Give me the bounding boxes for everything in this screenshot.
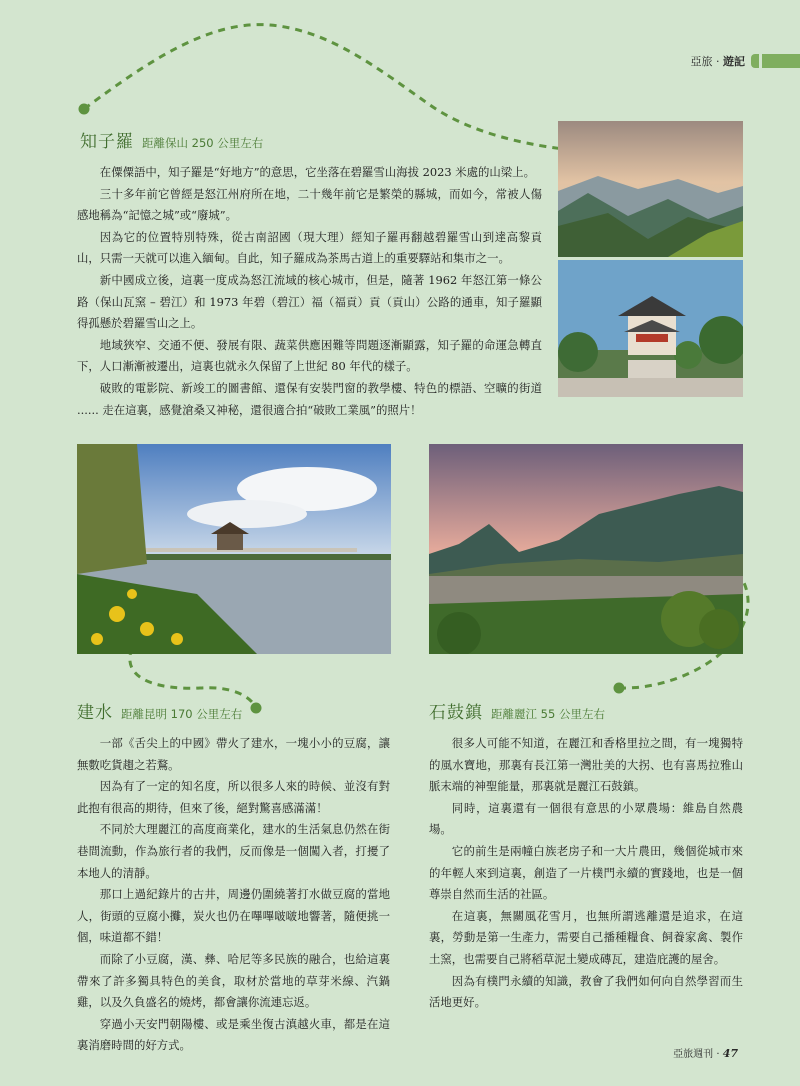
zhiziluo-article: [77, 162, 542, 421]
shiguzhen-paragraph: 很多人可能不知道，在麗江和香格里拉之間，有一塊獨特的風水寶地，那裏有長江第一灣壯美的大拐、也有喜馬拉雅山脈末端的神聖能量，那裏就是麗江石鼓鎮。: [429, 736, 743, 794]
shiguzhen-paragraph: 因為有樸門永續的知識，教會了我們如何向自然學習而生活地更好。: [429, 973, 743, 1010]
jianshui-article: [77, 733, 390, 1057]
header-accent-stub: [751, 54, 759, 68]
zhiziluo-distance: 距離保山 250 公里左右: [142, 136, 264, 150]
zhiziluo-paragraph: 地域狹窄、交通不便、發展有限、蔬菜供應困難等問題逐漸顯露，知子羅的命運急轉直下，人口漸漸被遷出，這裏也就永久保留了上世紀 80 年代的樣子。: [77, 337, 542, 374]
jianshui-distance: 距離昆明 170 公里左右: [121, 707, 243, 721]
shiguzhen-paragraph: 同時，這裏還有一個很有意思的小眾農場：維島自然農場。: [429, 800, 743, 837]
jianshui-title: 建水: [77, 703, 113, 723]
page-footer: [673, 1045, 738, 1060]
section-header: [691, 54, 800, 68]
zhiziluo-heading: [80, 127, 263, 152]
zhiziluo-paragraph: 破敗的電影院、新竣工的圖書館、還保有安裝門窗的教學樓、特色的標語、空曠的街道 ...... 走在這裏，感覺滄桑又神秘，還很適合拍“破敗工業風”的照片！: [77, 380, 542, 417]
zhiziluo-paragraph: 在僳僳語中，知子羅是“好地方”的意思，它坐落在碧羅雪山海拔 2023 米處的山梁上。: [99, 165, 535, 179]
route-end-dot: [614, 683, 625, 694]
jianshui-paragraph: 穿過小天安門朝陽樓、或是乘坐復古滇越火車，都是在這裏消磨時間的好方式。: [77, 1016, 390, 1053]
header-accent-bar: [762, 54, 800, 68]
jianshui-paragraph: 一部《舌尖上的中國》帶火了建水，一塊小小的豆腐，讓無數吃貨趨之若鶩。: [77, 736, 390, 772]
route-start-dot: [79, 104, 90, 115]
shiguzhen-valley-photo: [429, 444, 743, 654]
jianshui-bridge-photo: [77, 444, 391, 654]
zhiziluo-title: 知子羅: [80, 132, 134, 152]
shiguzhen-paragraph: 在這裏，無關風花雪月，也無所謂逃離還是追求，在這裏，勞動是第一生產力，需要自己播種糧食、飼養家禽、製作土窯，也需要自己將稻草泥土變成磚瓦，建造庇護的屋舍。: [429, 908, 743, 966]
shiguzhen-title: 石鼓鎮: [429, 703, 483, 723]
jianshui-heading: [77, 698, 242, 723]
magazine-name: 亞旅週刊 ·: [673, 1049, 723, 1060]
page-number: 47: [722, 1047, 738, 1060]
zhiziluo-paragraph: 新中國成立後，這裏一度成為怒江流域的核心城市，但是，隨著 1962 年怒江第一條公路（保山瓦窯 – 碧江）和 1973 年碧（碧江）福（福貢）貢（貢山）公路的通車，知子羅顯得孤懸於碧羅雪山之上。: [77, 272, 542, 331]
shiguzhen-distance: 距離麗江 55 公里左右: [491, 707, 605, 721]
jianshui-paragraph: 而除了小豆腐，漢、彝、哈尼等多民族的融合，也給這裏帶來了許多獨具特色的美食，取材於當地的草芽米線、汽鍋雞，以及久負盛名的燒烤，都會讓你流連忘返。: [77, 951, 390, 1010]
zhiziluo-paragraph: 因為它的位置特別特殊，從古南詔國（現大理）經知子羅再翻越碧羅雪山到達高黎貢山，只需一天就可以進入緬甸。自此，知子羅成為茶馬古道上的重要驛站和集市之一。: [77, 229, 542, 266]
section-label: 亞旅 · 遊記: [690, 55, 745, 68]
zhiziluo-paragraph: 三十多年前它曾經是怒江州府所在地，二十幾年前它是繁榮的縣城，而如今，常被人傷感地稱為“記憶之城”或“廢城”。: [77, 186, 542, 223]
zhiziluo-mountain-photo: [558, 121, 743, 257]
shiguzhen-paragraph: 它的前生是兩幢白族老房子和一大片農田，幾個從城市來的年輕人來到這裏，創造了一片樸門永續的實踐地，也是一個尊崇自然而生活的社區。: [429, 843, 743, 902]
jianshui-paragraph: 因為有了一定的知名度，所以很多人來的時候、並沒有對此抱有很高的期待，但來了後，絕對驚喜感滿滿！: [77, 779, 390, 815]
route-mid-dot: [251, 703, 262, 714]
zhiziluo-pavilion-photo: [558, 260, 743, 397]
jianshui-paragraph: 那口上過紀錄片的古井，周邊仍圍繞著打水做豆腐的當地人，街頭的豆腐小攤，炭火也仍在嗶嗶啵啵地響著，隨便挑一個，味道都不錯！: [77, 887, 390, 945]
jianshui-paragraph: 不同於大理麗江的高度商業化，建水的生活氣息仍然在街巷間流動，作為旅行者的我們，反而像是一個闖入者，打擾了本地人的清靜。: [77, 822, 390, 880]
shiguzhen-article: [429, 733, 743, 1014]
shiguzhen-heading: [429, 698, 605, 723]
